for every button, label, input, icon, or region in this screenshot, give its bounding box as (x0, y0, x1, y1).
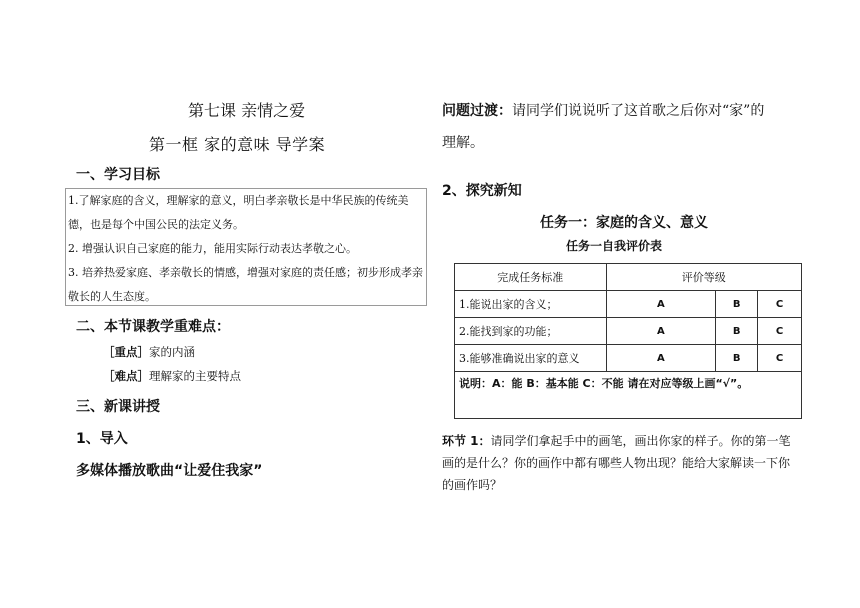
grade-b-cell[interactable]: B (716, 345, 758, 372)
goal-item: 2. 增强认识自己家庭的能力，能用实际行动表达孝敬之心。 (68, 242, 357, 255)
table-note: 说明：A：能 B：基本能 C：不能 请在对应等级上画“√”。 (455, 372, 802, 419)
media-song-line: 多媒体播放歌曲“让爱住我家” (76, 463, 263, 479)
key-point-tag: ［重点］ (103, 345, 149, 359)
grade-a-cell[interactable]: A (606, 291, 716, 318)
section-new-lesson: 三、新课讲授 (76, 399, 160, 415)
table-caption: 任务一自我评价表 (566, 239, 663, 253)
grade-a-cell[interactable]: A (606, 345, 716, 372)
intro-heading: 1、导入 (76, 431, 128, 447)
self-evaluation-table (454, 263, 802, 419)
table-header-row (455, 264, 802, 291)
grade-c-cell[interactable]: C (758, 318, 802, 345)
section-learning-goals: 一、学习目标 (76, 167, 160, 183)
header-standard: 完成任务标准 (455, 264, 607, 291)
difficulty-tag: ［难点］ (103, 369, 149, 383)
difficulty-text: 理解家的主要特点 (149, 369, 241, 383)
key-point-text: 家的内涵 (149, 345, 195, 359)
row-label: 1.能说出家的含义； (455, 291, 607, 318)
section-explore: 2、探究新知 (442, 183, 522, 199)
lesson-subtitle: 第一框 家的意味 导学案 (149, 135, 326, 154)
step-label: 环节 1： (442, 434, 491, 448)
row-label: 3.能够准确说出家的意义 (455, 345, 607, 372)
task-title: 任务一：家庭的含义、意义 (540, 215, 708, 231)
step-text: 请同学们拿起手中的画笔，画出你家的样子。你的第一笔画的是什么？你的画作中都有哪些人物出现？能给大家解读一下你的画作吗？ (442, 434, 791, 492)
transition-continued: 理解。 (442, 135, 484, 151)
table-note-row (455, 372, 802, 419)
transition-text: 请同学们说说听了这首歌之后你对“家”的 (512, 103, 765, 119)
table-row (455, 345, 802, 372)
grade-c-cell[interactable]: C (758, 291, 802, 318)
difficulty-line (103, 368, 241, 384)
grade-b-cell[interactable]: B (716, 318, 758, 345)
lesson-title: 第七课 亲情之爱 (188, 101, 306, 120)
section-key-points: 二、本节课教学重难点： (76, 319, 230, 335)
grade-b-cell[interactable]: B (716, 291, 758, 318)
table-row (455, 291, 802, 318)
goal-item: 1.了解家庭的含义，理解家的意义，明白孝亲敬长是中华民族的传统美德，也是每个中国公民的法定义务。 (68, 194, 409, 231)
key-point-line (103, 344, 195, 360)
grade-a-cell[interactable]: A (606, 318, 716, 345)
header-grade: 评价等级 (606, 264, 801, 291)
transition-line (442, 100, 764, 120)
grade-c-cell[interactable]: C (758, 345, 802, 372)
row-label: 2.能找到家的功能； (455, 318, 607, 345)
transition-label: 问题过渡： (442, 103, 512, 119)
step-paragraph (442, 430, 794, 496)
learning-goals-box (65, 188, 427, 306)
goal-item: 3. 培养热爱家庭、孝亲敬长的情感，增强对家庭的责任感；初步形成孝亲敬长的人生态度。 (68, 266, 423, 303)
table-row (455, 318, 802, 345)
